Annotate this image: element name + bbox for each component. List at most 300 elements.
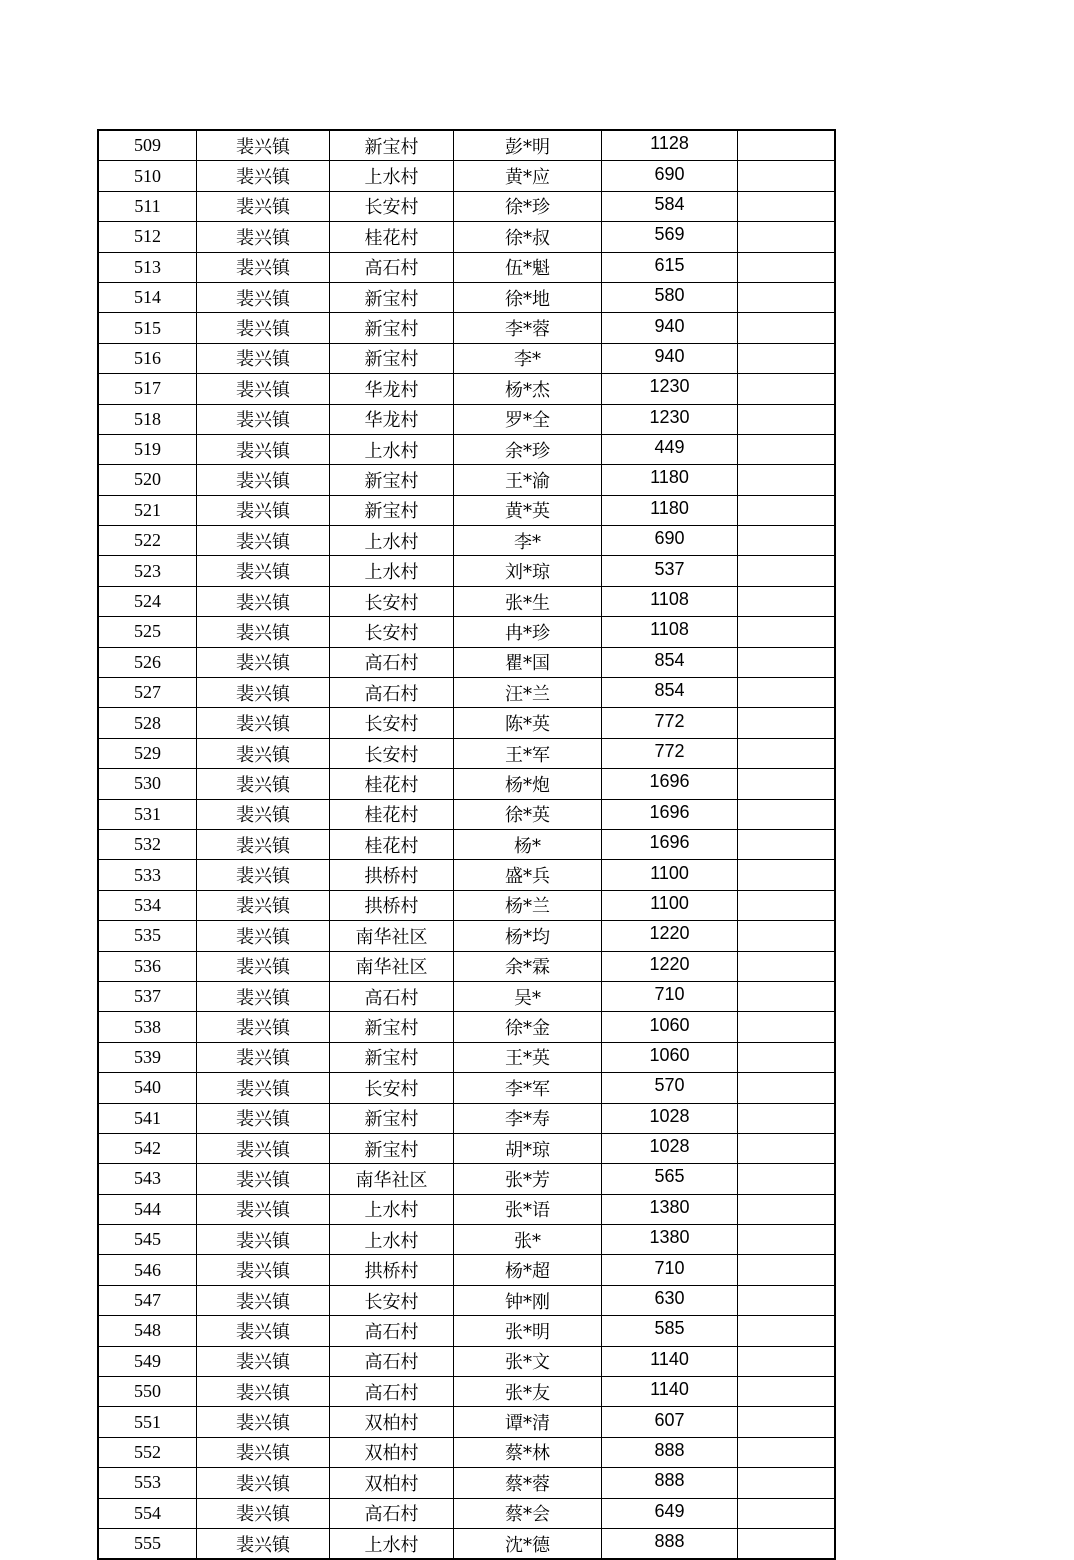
table-row: [98, 1042, 835, 1072]
town-cell: 裴兴镇: [197, 495, 330, 525]
amount-cell: 1380: [602, 1225, 738, 1255]
note-cell: [738, 526, 836, 556]
name-cell: 伍*魁: [454, 252, 602, 282]
town-cell: 裴兴镇: [197, 617, 330, 647]
town-cell: 裴兴镇: [197, 343, 330, 373]
town-cell: 裴兴镇: [197, 313, 330, 343]
row-number-cell: 510: [98, 161, 197, 191]
village-cell: 上水村: [330, 1225, 454, 1255]
note-cell: [738, 495, 836, 525]
amount-cell: 615: [602, 252, 738, 282]
table-row: [98, 1377, 835, 1407]
note-cell: [738, 465, 836, 495]
note-cell: [738, 1133, 836, 1163]
name-cell: 盛*兵: [454, 860, 602, 890]
town-cell: 裴兴镇: [197, 1468, 330, 1498]
amount-cell: 585: [602, 1316, 738, 1346]
row-number-cell: 542: [98, 1133, 197, 1163]
town-cell: 裴兴镇: [197, 1194, 330, 1224]
village-cell: 新宝村: [330, 1133, 454, 1163]
note-cell: [738, 1103, 836, 1133]
row-number-cell: 532: [98, 829, 197, 859]
amount-cell: 710: [602, 981, 738, 1011]
table-row: [98, 526, 835, 556]
amount-cell: 1696: [602, 799, 738, 829]
row-number-cell: 528: [98, 708, 197, 738]
table-row: [98, 1164, 835, 1194]
village-cell: 长安村: [330, 586, 454, 616]
row-number-cell: 519: [98, 434, 197, 464]
table-row: [98, 252, 835, 282]
village-cell: 双柏村: [330, 1437, 454, 1467]
note-cell: [738, 890, 836, 920]
row-number-cell: 511: [98, 191, 197, 221]
table-row: [98, 951, 835, 981]
row-number-cell: 534: [98, 890, 197, 920]
village-cell: 桂花村: [330, 222, 454, 252]
town-cell: 裴兴镇: [197, 829, 330, 859]
amount-cell: 1230: [602, 374, 738, 404]
amount-cell: 888: [602, 1528, 738, 1559]
name-cell: 杨*均: [454, 921, 602, 951]
name-cell: 谭*清: [454, 1407, 602, 1437]
town-cell: 裴兴镇: [197, 465, 330, 495]
amount-cell: 1060: [602, 1012, 738, 1042]
note-cell: [738, 799, 836, 829]
note-cell: [738, 222, 836, 252]
row-number-cell: 544: [98, 1194, 197, 1224]
amount-cell: 630: [602, 1285, 738, 1315]
note-cell: [738, 738, 836, 768]
amount-cell: 1108: [602, 617, 738, 647]
name-cell: 徐*英: [454, 799, 602, 829]
note-cell: [738, 860, 836, 890]
village-cell: 上水村: [330, 526, 454, 556]
row-number-cell: 516: [98, 343, 197, 373]
table-row: [98, 1346, 835, 1376]
table-row: [98, 1468, 835, 1498]
note-cell: [738, 130, 836, 161]
name-cell: 黄*英: [454, 495, 602, 525]
name-cell: 徐*金: [454, 1012, 602, 1042]
amount-cell: 649: [602, 1498, 738, 1528]
amount-cell: 1060: [602, 1042, 738, 1072]
table-row: [98, 890, 835, 920]
town-cell: 裴兴镇: [197, 1133, 330, 1163]
name-cell: 沈*德: [454, 1528, 602, 1559]
table-row: [98, 465, 835, 495]
row-number-cell: 517: [98, 374, 197, 404]
village-cell: 华龙村: [330, 404, 454, 434]
amount-cell: 1220: [602, 921, 738, 951]
village-cell: 高石村: [330, 1498, 454, 1528]
note-cell: [738, 921, 836, 951]
amount-cell: 570: [602, 1073, 738, 1103]
row-number-cell: 509: [98, 130, 197, 161]
name-cell: 杨*: [454, 829, 602, 859]
row-number-cell: 526: [98, 647, 197, 677]
note-cell: [738, 586, 836, 616]
row-number-cell: 525: [98, 617, 197, 647]
village-cell: 华龙村: [330, 374, 454, 404]
amount-cell: 1696: [602, 829, 738, 859]
town-cell: 裴兴镇: [197, 1042, 330, 1072]
town-cell: 裴兴镇: [197, 799, 330, 829]
village-cell: 南华社区: [330, 1164, 454, 1194]
note-cell: [738, 161, 836, 191]
village-cell: 高石村: [330, 1377, 454, 1407]
amount-cell: 569: [602, 222, 738, 252]
village-cell: 新宝村: [330, 465, 454, 495]
row-number-cell: 540: [98, 1073, 197, 1103]
name-cell: 刘*琼: [454, 556, 602, 586]
amount-cell: 1180: [602, 465, 738, 495]
village-cell: 新宝村: [330, 1103, 454, 1133]
name-cell: 余*霖: [454, 951, 602, 981]
name-cell: 彭*明: [454, 130, 602, 161]
village-cell: 双柏村: [330, 1468, 454, 1498]
row-number-cell: 535: [98, 921, 197, 951]
village-cell: 新宝村: [330, 313, 454, 343]
table-row: [98, 586, 835, 616]
note-cell: [738, 1012, 836, 1042]
village-cell: 高石村: [330, 647, 454, 677]
village-cell: 高石村: [330, 1316, 454, 1346]
town-cell: 裴兴镇: [197, 1377, 330, 1407]
name-cell: 黄*应: [454, 161, 602, 191]
row-number-cell: 550: [98, 1377, 197, 1407]
village-cell: 上水村: [330, 434, 454, 464]
village-cell: 拱桥村: [330, 890, 454, 920]
note-cell: [738, 647, 836, 677]
amount-cell: 888: [602, 1468, 738, 1498]
amount-cell: 1180: [602, 495, 738, 525]
village-cell: 拱桥村: [330, 1255, 454, 1285]
town-cell: 裴兴镇: [197, 434, 330, 464]
note-cell: [738, 282, 836, 312]
town-cell: 裴兴镇: [197, 1437, 330, 1467]
town-cell: 裴兴镇: [197, 1316, 330, 1346]
town-cell: 裴兴镇: [197, 678, 330, 708]
amount-cell: 888: [602, 1437, 738, 1467]
row-number-cell: 522: [98, 526, 197, 556]
village-cell: 高石村: [330, 981, 454, 1011]
village-cell: 新宝村: [330, 495, 454, 525]
note-cell: [738, 1042, 836, 1072]
row-number-cell: 552: [98, 1437, 197, 1467]
table-row: [98, 799, 835, 829]
table-row: [98, 130, 835, 161]
village-cell: 上水村: [330, 1528, 454, 1559]
name-cell: 王*渝: [454, 465, 602, 495]
row-number-cell: 521: [98, 495, 197, 525]
amount-cell: 940: [602, 343, 738, 373]
name-cell: 钟*刚: [454, 1285, 602, 1315]
name-cell: 余*珍: [454, 434, 602, 464]
table-row: [98, 434, 835, 464]
table-row: [98, 738, 835, 768]
table-row: [98, 1133, 835, 1163]
village-cell: 上水村: [330, 556, 454, 586]
village-cell: 新宝村: [330, 343, 454, 373]
note-cell: [738, 1437, 836, 1467]
note-cell: [738, 1255, 836, 1285]
town-cell: 裴兴镇: [197, 130, 330, 161]
town-cell: 裴兴镇: [197, 586, 330, 616]
note-cell: [738, 1346, 836, 1376]
row-number-cell: 543: [98, 1164, 197, 1194]
name-cell: 徐*珍: [454, 191, 602, 221]
table-row: [98, 343, 835, 373]
name-cell: 李*军: [454, 1073, 602, 1103]
name-cell: 陈*英: [454, 708, 602, 738]
row-number-cell: 520: [98, 465, 197, 495]
note-cell: [738, 1073, 836, 1103]
row-number-cell: 515: [98, 313, 197, 343]
town-cell: 裴兴镇: [197, 981, 330, 1011]
amount-cell: 940: [602, 313, 738, 343]
amount-cell: 537: [602, 556, 738, 586]
note-cell: [738, 1498, 836, 1528]
amount-cell: 710: [602, 1255, 738, 1285]
table-row: [98, 617, 835, 647]
amount-cell: 1380: [602, 1194, 738, 1224]
row-number-cell: 538: [98, 1012, 197, 1042]
village-cell: 长安村: [330, 1073, 454, 1103]
table-row: [98, 1498, 835, 1528]
name-cell: 蔡*蓉: [454, 1468, 602, 1498]
name-cell: 杨*超: [454, 1255, 602, 1285]
table-row: [98, 1528, 835, 1559]
amount-cell: 1230: [602, 404, 738, 434]
table-row: [98, 647, 835, 677]
note-cell: [738, 1316, 836, 1346]
table-row: [98, 1407, 835, 1437]
name-cell: 汪*兰: [454, 678, 602, 708]
row-number-cell: 549: [98, 1346, 197, 1376]
amount-cell: 854: [602, 678, 738, 708]
name-cell: 李*: [454, 343, 602, 373]
village-cell: 上水村: [330, 161, 454, 191]
row-number-cell: 546: [98, 1255, 197, 1285]
row-number-cell: 554: [98, 1498, 197, 1528]
amount-cell: 1028: [602, 1133, 738, 1163]
village-cell: 长安村: [330, 617, 454, 647]
table-row: [98, 860, 835, 890]
row-number-cell: 551: [98, 1407, 197, 1437]
row-number-cell: 523: [98, 556, 197, 586]
town-cell: 裴兴镇: [197, 161, 330, 191]
note-cell: [738, 404, 836, 434]
name-cell: 杨*炮: [454, 769, 602, 799]
table-row: [98, 1316, 835, 1346]
name-cell: 蔡*会: [454, 1498, 602, 1528]
note-cell: [738, 1468, 836, 1498]
table-row: [98, 921, 835, 951]
note-cell: [738, 434, 836, 464]
table-row: [98, 829, 835, 859]
row-number-cell: 524: [98, 586, 197, 616]
note-cell: [738, 1377, 836, 1407]
amount-cell: 772: [602, 708, 738, 738]
town-cell: 裴兴镇: [197, 738, 330, 768]
table-row: [98, 495, 835, 525]
row-number-cell: 531: [98, 799, 197, 829]
village-cell: 南华社区: [330, 921, 454, 951]
table-row: [98, 1073, 835, 1103]
name-cell: 张*生: [454, 586, 602, 616]
row-number-cell: 541: [98, 1103, 197, 1133]
name-cell: 王*军: [454, 738, 602, 768]
table-row: [98, 222, 835, 252]
amount-cell: 607: [602, 1407, 738, 1437]
name-cell: 徐*叔: [454, 222, 602, 252]
table-row: [98, 313, 835, 343]
town-cell: 裴兴镇: [197, 1164, 330, 1194]
name-cell: 冉*珍: [454, 617, 602, 647]
amount-cell: 854: [602, 647, 738, 677]
note-cell: [738, 678, 836, 708]
town-cell: 裴兴镇: [197, 282, 330, 312]
table-row: [98, 1255, 835, 1285]
name-cell: 李*: [454, 526, 602, 556]
town-cell: 裴兴镇: [197, 404, 330, 434]
village-cell: 桂花村: [330, 769, 454, 799]
amount-cell: 1128: [602, 130, 738, 161]
village-cell: 新宝村: [330, 1012, 454, 1042]
table-row: [98, 374, 835, 404]
table-row: [98, 191, 835, 221]
name-cell: 蔡*林: [454, 1437, 602, 1467]
row-number-cell: 533: [98, 860, 197, 890]
village-cell: 上水村: [330, 1194, 454, 1224]
town-cell: 裴兴镇: [197, 951, 330, 981]
table-row: [98, 678, 835, 708]
note-cell: [738, 313, 836, 343]
note-cell: [738, 708, 836, 738]
village-cell: 长安村: [330, 708, 454, 738]
amount-cell: 690: [602, 526, 738, 556]
name-cell: 徐*地: [454, 282, 602, 312]
town-cell: 裴兴镇: [197, 374, 330, 404]
town-cell: 裴兴镇: [197, 526, 330, 556]
village-cell: 拱桥村: [330, 860, 454, 890]
amount-cell: 565: [602, 1164, 738, 1194]
town-cell: 裴兴镇: [197, 1346, 330, 1376]
row-number-cell: 537: [98, 981, 197, 1011]
name-cell: 罗*全: [454, 404, 602, 434]
amount-cell: 1100: [602, 860, 738, 890]
town-cell: 裴兴镇: [197, 1255, 330, 1285]
amount-cell: 584: [602, 191, 738, 221]
town-cell: 裴兴镇: [197, 708, 330, 738]
name-cell: 胡*琼: [454, 1133, 602, 1163]
town-cell: 裴兴镇: [197, 921, 330, 951]
amount-cell: 1028: [602, 1103, 738, 1133]
village-cell: 新宝村: [330, 130, 454, 161]
note-cell: [738, 1285, 836, 1315]
note-cell: [738, 951, 836, 981]
name-cell: 杨*杰: [454, 374, 602, 404]
town-cell: 裴兴镇: [197, 1528, 330, 1559]
name-cell: 瞿*国: [454, 647, 602, 677]
table-row: [98, 1103, 835, 1133]
amount-cell: 1108: [602, 586, 738, 616]
name-cell: 张*文: [454, 1346, 602, 1376]
note-cell: [738, 1194, 836, 1224]
table-row: [98, 1012, 835, 1042]
note-cell: [738, 769, 836, 799]
table-row: [98, 404, 835, 434]
table-row: [98, 708, 835, 738]
table-body: [98, 130, 835, 1559]
table-row: [98, 1285, 835, 1315]
name-cell: 张*: [454, 1225, 602, 1255]
name-cell: 张*明: [454, 1316, 602, 1346]
note-cell: [738, 617, 836, 647]
town-cell: 裴兴镇: [197, 1285, 330, 1315]
village-cell: 高石村: [330, 1346, 454, 1376]
village-cell: 高石村: [330, 678, 454, 708]
village-cell: 长安村: [330, 1285, 454, 1315]
row-number-cell: 527: [98, 678, 197, 708]
village-cell: 高石村: [330, 252, 454, 282]
table-row: [98, 981, 835, 1011]
row-number-cell: 547: [98, 1285, 197, 1315]
table-row: [98, 1225, 835, 1255]
note-cell: [738, 556, 836, 586]
table-row: [98, 282, 835, 312]
note-cell: [738, 343, 836, 373]
table-row: [98, 769, 835, 799]
town-cell: 裴兴镇: [197, 890, 330, 920]
table-row: [98, 161, 835, 191]
row-number-cell: 529: [98, 738, 197, 768]
town-cell: 裴兴镇: [197, 556, 330, 586]
amount-cell: 1140: [602, 1377, 738, 1407]
row-number-cell: 553: [98, 1468, 197, 1498]
town-cell: 裴兴镇: [197, 1012, 330, 1042]
row-number-cell: 536: [98, 951, 197, 981]
amount-cell: 1100: [602, 890, 738, 920]
town-cell: 裴兴镇: [197, 252, 330, 282]
amount-cell: 1220: [602, 951, 738, 981]
name-cell: 李*寿: [454, 1103, 602, 1133]
row-number-cell: 555: [98, 1528, 197, 1559]
village-cell: 双柏村: [330, 1407, 454, 1437]
row-number-cell: 545: [98, 1225, 197, 1255]
row-number-cell: 530: [98, 769, 197, 799]
amount-cell: 690: [602, 161, 738, 191]
note-cell: [738, 1225, 836, 1255]
amount-cell: 580: [602, 282, 738, 312]
village-cell: 长安村: [330, 738, 454, 768]
note-cell: [738, 829, 836, 859]
name-cell: 王*英: [454, 1042, 602, 1072]
table-row: [98, 556, 835, 586]
town-cell: 裴兴镇: [197, 222, 330, 252]
village-cell: 南华社区: [330, 951, 454, 981]
amount-cell: 772: [602, 738, 738, 768]
note-cell: [738, 191, 836, 221]
amount-cell: 449: [602, 434, 738, 464]
row-number-cell: 513: [98, 252, 197, 282]
name-cell: 张*芳: [454, 1164, 602, 1194]
note-cell: [738, 374, 836, 404]
table-row: [98, 1194, 835, 1224]
village-cell: 长安村: [330, 191, 454, 221]
note-cell: [738, 1528, 836, 1559]
